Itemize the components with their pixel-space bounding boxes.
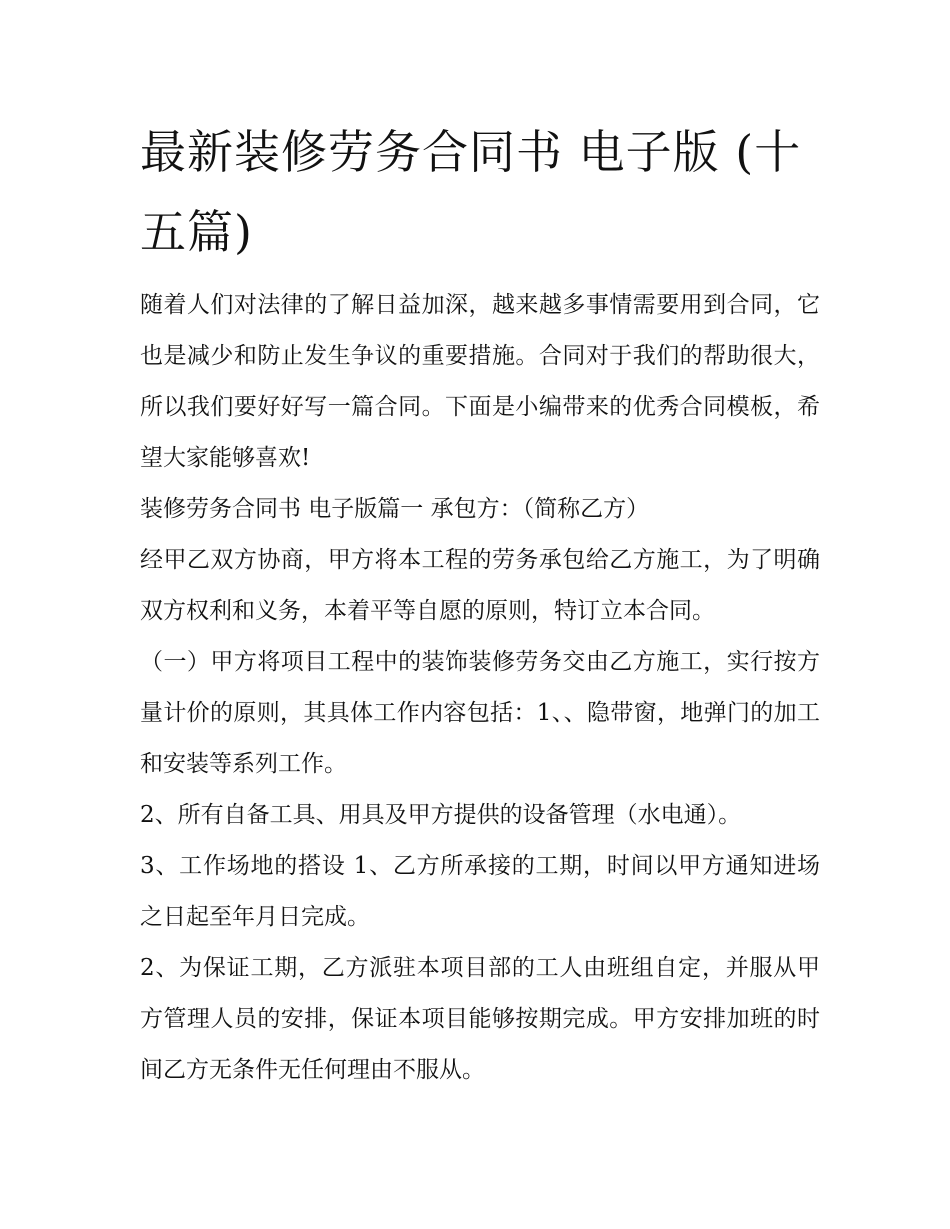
paragraph-agreement: 经甲乙双方协商，甲方将本工程的劳务承包给乙方施工，为了明确双方权利和义务，本着平等自愿的原则，特订立本合同。 [140, 547, 820, 624]
document-title: 最新装修劳务合同书 电子版 (十五篇) [140, 125, 802, 259]
paragraph-clause-1: （一）甲方将项目工程中的装饰装修劳务交由乙方施工，实行按方量计价的原则，其具体工作内容包括：1、、隐带窗，地弹门的加工和安装等系列工作。 [140, 649, 820, 777]
document-page [140, 112, 820, 1096]
paragraph-clause-4: 2、为保证工期，乙方派驻本项目部的工人由班组自定，并服从甲方管理人员的安排，保证本项目能够按期完成。甲方安排加班的时间乙方无条件无任何理由不服从。 [140, 955, 820, 1083]
paragraph-clause-2: 2、所有自备工具、用具及甲方提供的设备管理（水电通）。 [140, 802, 742, 828]
paragraph-clause-3: 3、工作场地的搭设 1、乙方所承接的工期，时间以甲方通知进场之日起至年月日完成。 [140, 853, 820, 930]
paragraph-contract-heading: 装修劳务合同书 电子版篇一 承包方：（简称乙方） [140, 496, 650, 522]
paragraph-intro: 随着人们对法律的了解日益加深，越来越多事情需要用到合同，它也是减少和防止发生争议的重要措施。合同对于我们的帮助很大，所以我们要好好写一篇合同。下面是小编带来的优秀合同模板，希望大家能够喜欢! [140, 292, 820, 471]
